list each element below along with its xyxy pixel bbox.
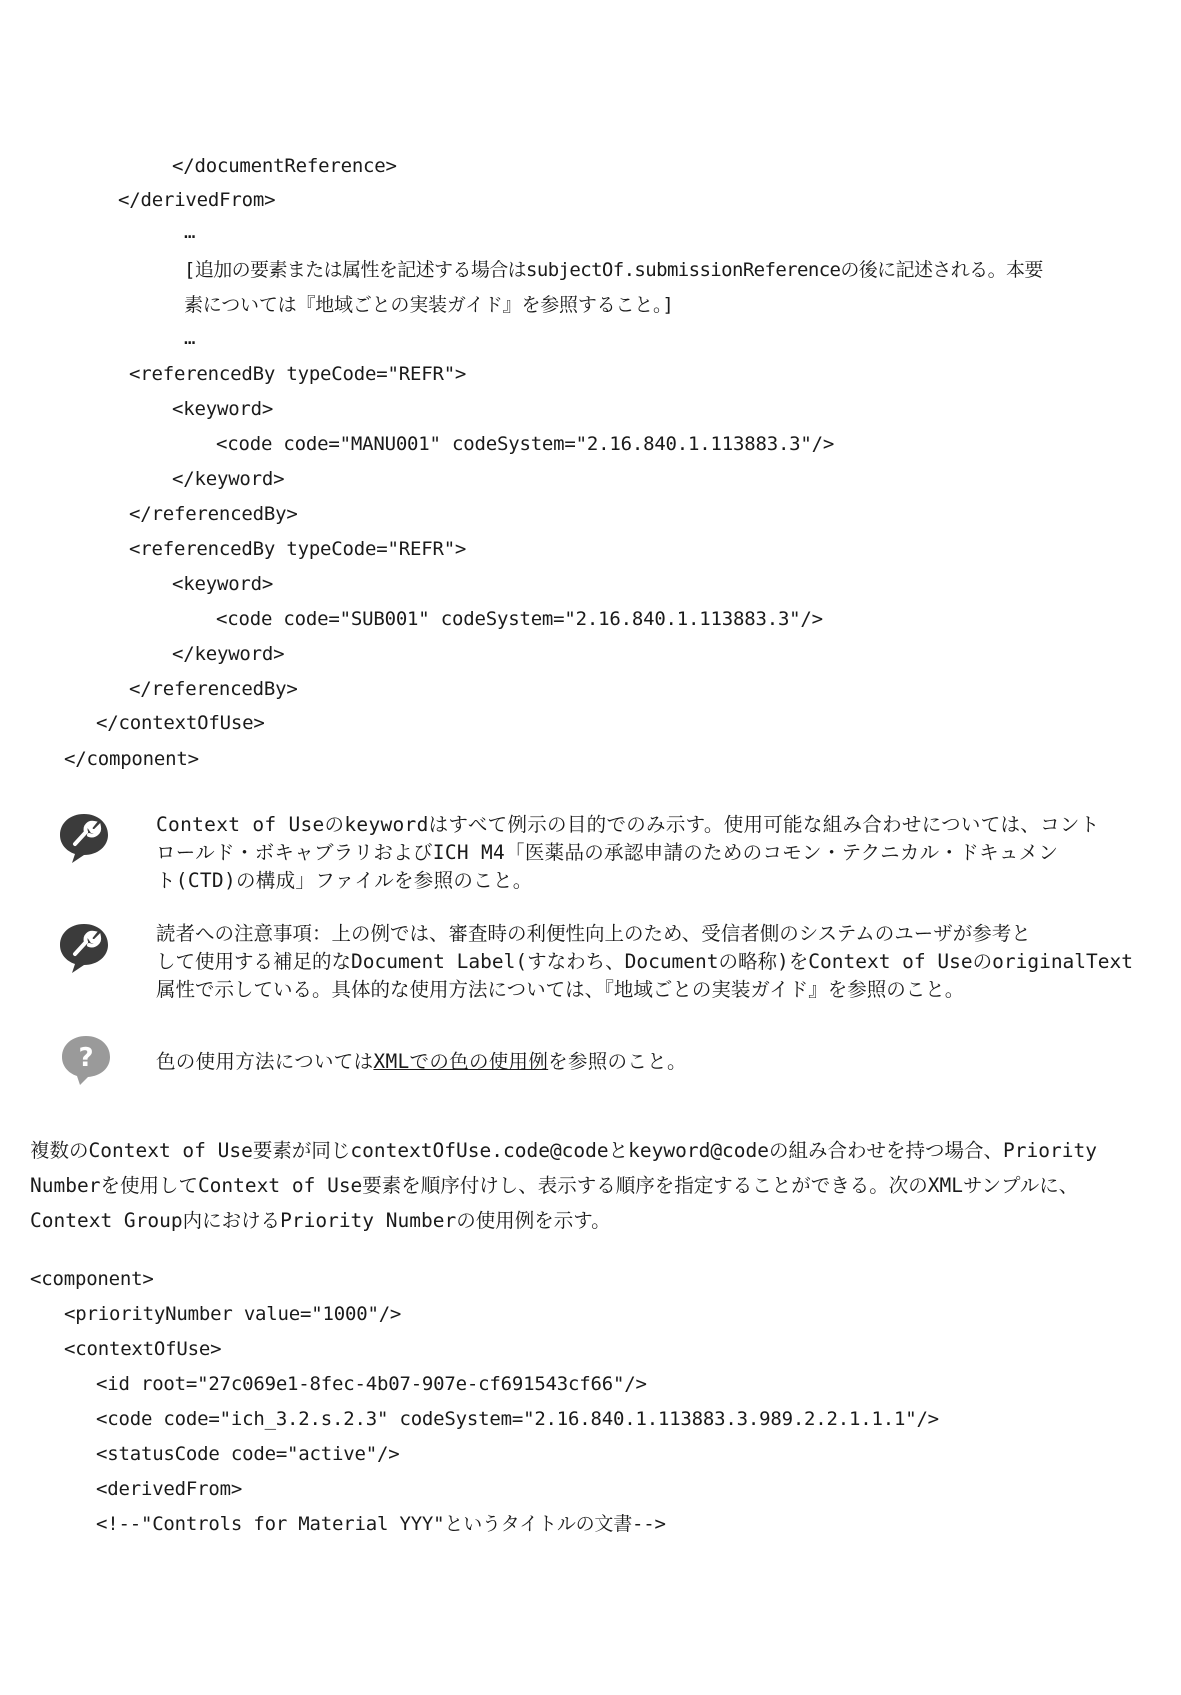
code-line: </derivedFrom>	[118, 189, 276, 211]
paragraph-line: Numberを使用してContext of Use要素を順序付けし、表示する順序を指定することができる。次のXMLサンプルに、	[30, 1174, 1079, 1197]
note-text	[156, 1048, 1146, 1076]
svg-text:?: ?	[78, 1043, 94, 1073]
code-line: </referencedBy>	[129, 503, 298, 525]
code-line: </keyword>	[172, 643, 285, 665]
code-line: </keyword>	[172, 468, 285, 490]
ellipsis: …	[184, 221, 196, 243]
code-line: <component>	[30, 1268, 154, 1290]
note-line: して使用する補足的なDocument Label(すなわち、Documentの略称)をContext of UseのoriginalText	[156, 950, 1133, 973]
code-line: </documentReference>	[172, 155, 397, 177]
note-text	[156, 811, 1146, 895]
code-line: <referencedBy typeCode="REFR">	[129, 363, 467, 385]
paragraph-line: 複数のContext of Use要素が同じcontextOfUse.code@codeとkeyword@codeの組み合わせを持つ場合、Priority	[30, 1139, 1097, 1162]
note-line	[156, 1048, 1146, 1076]
note-line: Context of Useのkeywordはすべて例示の目的でのみ示す。使用可能な組み合わせについては、コント	[156, 813, 1100, 836]
note-line: ロールド・ボキャブラリおよびICH M4「医薬品の承認申請のためのコモン・テクニカル・ドキュメン	[156, 841, 1059, 864]
code-line: </contextOfUse>	[96, 712, 265, 734]
code-line: <contextOfUse>	[64, 1338, 222, 1360]
wrench-speech-bubble-icon	[56, 810, 112, 866]
ellipsis: …	[184, 327, 196, 349]
code-line: <code code="ich_3.2.s.2.3" codeSystem="2.16.840.1.113883.3.989.2.2.1.1.1"/>	[96, 1408, 939, 1430]
body-paragraph	[30, 1133, 1150, 1238]
note-line: 属性で示している。具体的な使用方法については、『地域ごとの実装ガイド』を参照のこと。	[156, 978, 965, 1001]
note-suffix: を参照のこと。	[548, 1050, 687, 1073]
code-line: <id root="27c069e1-8fec-4b07-907e-cf691543cf66"/>	[96, 1373, 647, 1395]
code-line: <derivedFrom>	[96, 1478, 243, 1500]
color-usage-link[interactable]: XMLでの色の使用例	[373, 1050, 549, 1073]
question-speech-bubble-icon	[58, 1032, 114, 1088]
code-line: </referencedBy>	[129, 678, 298, 700]
code-line: <statusCode code="active"/>	[96, 1443, 400, 1465]
code-comment-line: <!--"Controls for Material YYY"というタイトルの文書-->	[96, 1513, 666, 1535]
paragraph-line: Context Group内におけるPriority Numberの使用例を示す。	[30, 1209, 611, 1232]
code-line: <priorityNumber value="1000"/>	[64, 1303, 402, 1325]
code-line: <code code="SUB001" codeSystem="2.16.840.1.113883.3"/>	[216, 608, 823, 630]
note-text	[156, 920, 1146, 1004]
code-line: <code code="MANU001" codeSystem="2.16.840.1.113883.3"/>	[216, 433, 835, 455]
code-line: <referencedBy typeCode="REFR">	[129, 538, 467, 560]
code-comment-line: 素については『地域ごとの実装ガイド』を参照すること。]	[184, 294, 674, 316]
code-line: <keyword>	[172, 398, 274, 420]
code-line: <keyword>	[172, 573, 274, 595]
note-line: 読者への注意事項：上の例では、審査時の利便性向上のため、受信者側のシステムのユーザが参考と	[156, 922, 1031, 945]
wrench-speech-bubble-icon	[56, 920, 112, 976]
code-line: </component>	[64, 748, 199, 770]
note-line: ト(CTD)の構成」ファイルを参照のこと。	[156, 869, 533, 892]
code-comment-line: [追加の要素または属性を記述する場合はsubjectOf.submissionReferenceの後に記述される。本要	[184, 259, 1043, 281]
note-prefix: 色の使用方法については	[156, 1050, 374, 1073]
